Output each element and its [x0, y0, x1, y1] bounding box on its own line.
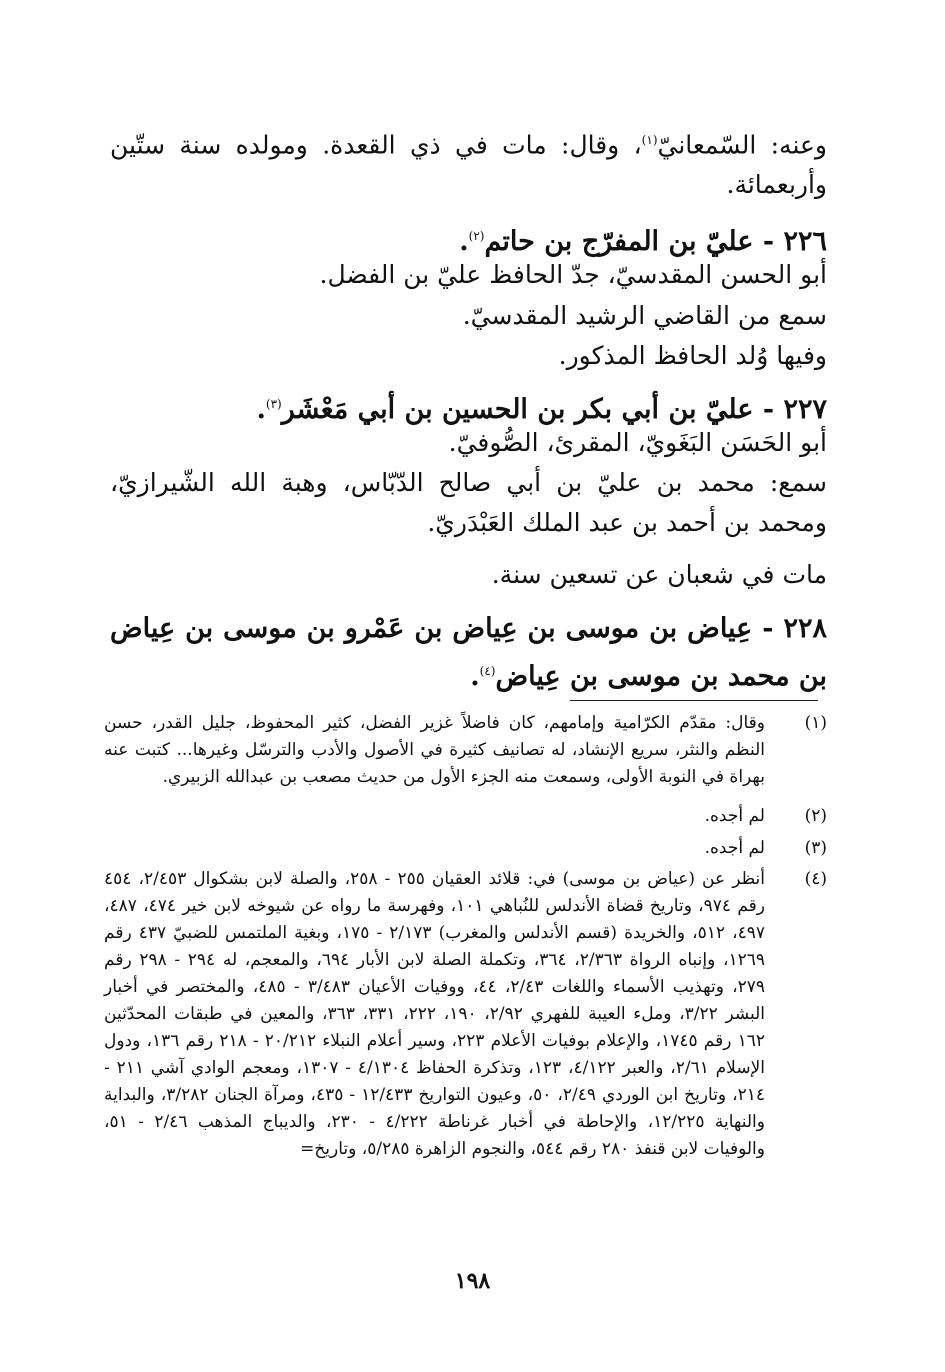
entry-228-title: ٢٢٨ - عِياض بن موسى بن عِياض بن عَمْرو بن موسى بن عِياض بن محمد بن موسى بن عِياض [110, 613, 827, 692]
footnote-continuation-mark: = [300, 1139, 315, 1159]
footnote-1-number: (١) [804, 713, 827, 733]
entry-227-line-3: مات في شعبان عن تسعين سنة. [491, 560, 827, 589]
footnote-2-number: (٢) [804, 806, 827, 826]
footnote-ref-2: (٢) [468, 229, 485, 243]
entry-227-period: . [256, 394, 266, 425]
footnote-4 [104, 866, 827, 1163]
entry-227-title: ٢٢٧ - عليّ بن أبي بكر بن الحسين بن أبي مَعْشَر [281, 394, 827, 425]
footnote-1-text: وقال: مقدّم الكرّامية وإمامهم، كان فاضلاً غزير الفضل، كثير المحفوظ، جليل القدر، حسن النظم والنثر، سريع الإنشاد، له تصانيف كثيرة في الأصول والأدب والترسّل وغيرها... كتبت عنه بهراة في النوبة الأولى، وسمعت منه الجزء الأول من حديث مصعب بن عبدالله الزبيري. [104, 713, 765, 787]
footnote-3-number: (٣) [804, 838, 827, 858]
footnote-3 [104, 835, 827, 862]
footnote-ref-3: (٣) [265, 397, 282, 411]
intro-paragraph [110, 120, 827, 205]
intro-text-end: ، وقال: مات في ذي القعدة. ومولده سنة ستّين وأربعمائة. [110, 130, 827, 200]
footnote-divider [570, 700, 818, 701]
footnote-2 [104, 803, 827, 830]
entry-226-line-2: سمع من القاضي الرشيد المقدسيّ. [462, 301, 827, 330]
entry-227-line-2: سمع: محمد بن عليّ بن أبي صالح الدّبّاس، وهبة الله الشّيرازيّ، ومحمد بن أحمد بن عبد الملك العَبْدَريّ. [110, 468, 827, 537]
footnote-1 [104, 710, 827, 791]
intro-text-start: وعنه: السّمعانيّ [657, 130, 827, 160]
entry-226-line-3: وفيها وُلد الحافظ المذكور. [558, 341, 827, 370]
footnote-4-text [104, 866, 765, 1163]
footnote-ref-1: (١) [641, 133, 658, 147]
footnote-2-text: لم أجده. [704, 806, 765, 826]
entry-226-title: ٢٢٦ - عليّ بن المفرّج بن حاتم [484, 226, 827, 257]
footnote-3-text: لم أجده. [704, 838, 765, 858]
footnote-4-body: أنظر عن (عياض بن موسى) في: قلائد العقيان ٢٥٥ - ٢٥٨، والصلة لابن بشكوال ٢/٤٥٣، ٤٥٤ رقم ٩٧٤، وتاريخ قضاة الأندلس للنُباهي ١٠١، وفهرسة ما رواه عن شيوخه لابن خير ٤٧٤، ٤٨٧، ٤٩٧، ٥١٢، والخريدة (قسم الأندلس والمغرب) ٢/١٧٣ - ١٧٥، وبغية الملتمس للضبيّ ٤٣٧ رقم ١٢٦٩، وإنباه الرواة ٢/٣٦٣، ٣٦٤، وتكملة الصلة لابن الأبار ٦٩٤، والمعجم، له ٢٩٤ - ٢٩٨ رقم ٢٧٩، وتهذيب الأسماء واللغات ٢/٤٣، ٤٤، ووفيات الأعيان ٣/٤٨٣ - ٤٨٥، والمختصر في أخبار البشر ٣/٢٢، وملء العيبة للفهري ٢/٩٢، ١٩٠، ٢٢٢، ٣٣١، ٣٦٣، والمعين في طبقات المحدّثين ١٦٢ رقم ١٧٤٥، والإعلام بوفيات الأعلام ٢٢٣، وسير أعلام النبلاء ٢٠/٢١٢ - ٢١٨ رقم ١٣٦، ودول الإسلام ٢/٦١، والعبر ٤/١٢٢، ١٢٣، وتذكرة الحفاظ ٤/١٣٠٤ - ١٣٠٧، ومعجم الوادي آشي ٢١١ - ٢١٤، وتاريخ ابن الوردي ٢/٤٩، ٥٠، وعيون التواريخ ١٢/٤٣٣ - ٤٣٥، ومرآة الجنان ٣/٢٨٢، والبداية والنهاية ١٢/٢٢٥، والإحاطة في أخبار غرناطة ٤/٢٢٢ - ٢٣٠، والديباج المذهب ٢/٤٦ - ٥١، والوفيات لابن قنفذ ٢٨٠ رقم ٥٤٤، والنجوم الزاهرة ٥/٢٨٥، وتاريخ [104, 869, 766, 1159]
entry-226-line-1: أبو الحسن المقدسيّ، جدّ الحافظ عليّ بن الفضل. [319, 260, 827, 289]
entry-228-period: . [470, 661, 480, 692]
entry-226-period: . [459, 226, 469, 257]
entry-228-heading [110, 608, 827, 698]
footnote-4-number: (٤) [804, 869, 827, 889]
page-number: ١٩٨ [454, 1268, 491, 1294]
footnote-ref-4: (٤) [479, 664, 496, 678]
entry-227-line-1: أبو الحَسَن البَغَويّ، المقرئ، الصُّوفيّ. [448, 428, 827, 457]
